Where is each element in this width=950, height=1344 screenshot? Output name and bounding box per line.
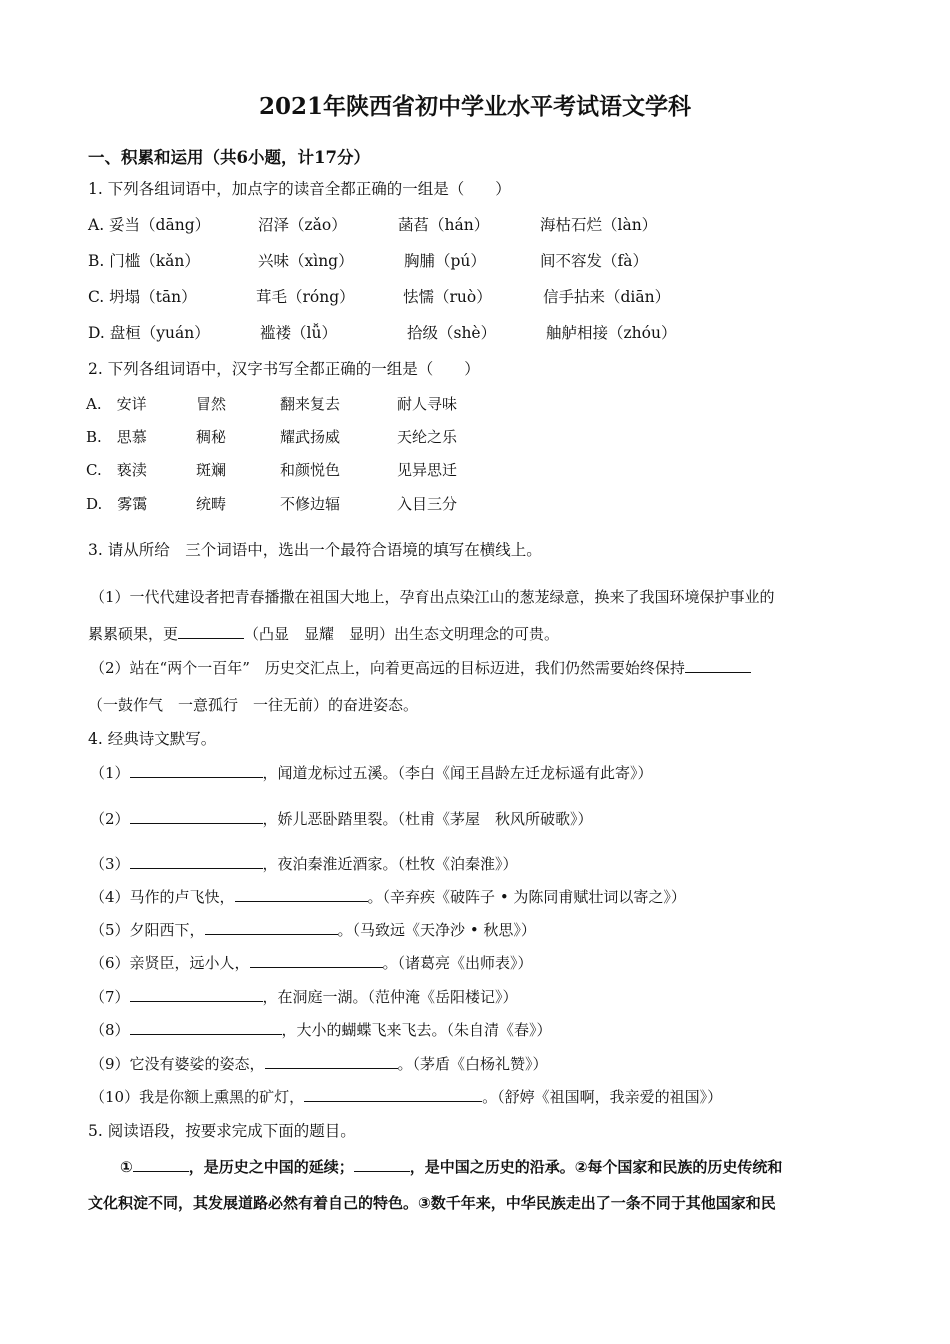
q3-blank-1[interactable] bbox=[178, 624, 244, 639]
q4-item-8 bbox=[90, 1019, 552, 1040]
q4-item-7 bbox=[90, 986, 518, 1007]
q4-item-3-text: ，夜泊秦淮近酒家。（杜牧《泊秦淮》） bbox=[262, 855, 518, 873]
q4-item-2 bbox=[90, 808, 593, 829]
q2-option-b-word4: 天纶之乐 bbox=[397, 428, 458, 446]
q1-option-d-word4: 舳舻相接（zhóu） bbox=[546, 324, 677, 342]
q4-item-4-prefix: （4）马作的卢飞快， bbox=[90, 888, 235, 906]
q4-item-1-text: ，闻道龙标过五溪。（李白《闻王昌龄左迁龙标遥有此寄》） bbox=[262, 764, 653, 782]
q1-option-c: C. 坍塌（tān） bbox=[88, 288, 197, 306]
q5-blank-2[interactable] bbox=[354, 1157, 410, 1172]
q5-passage-text-2: ，是中国之历史的沿承。②每个国家和民族的历史传统和 bbox=[409, 1158, 783, 1176]
q2-option-a-word3: 翻来复去 bbox=[280, 395, 341, 413]
q2-option-d-word4: 入目三分 bbox=[397, 495, 458, 513]
q2-option-c-word4: 见异思迁 bbox=[397, 461, 458, 479]
q2-option-a-word2: 冒然 bbox=[196, 395, 227, 413]
q2-option-c: C. 亵渎 bbox=[86, 461, 147, 479]
q4-blank-2[interactable] bbox=[130, 809, 263, 824]
question-3-stem: 3. 请从所给 三个词语中，选出一个最符合语境的填写在横线上。 bbox=[88, 541, 542, 559]
q4-item-5 bbox=[90, 919, 536, 940]
q4-item-9-text: 。（茅盾《白杨礼赞》） bbox=[397, 1055, 548, 1073]
q1-option-b-word2: 兴味（xìng） bbox=[258, 252, 354, 270]
q4-blank-6[interactable] bbox=[250, 953, 383, 968]
q3-part2-line1 bbox=[90, 657, 751, 678]
page-title: 2021年陕西省初中学业水平考试语文学科 bbox=[258, 93, 691, 120]
q3-part1-line2 bbox=[88, 623, 559, 644]
q4-item-2-prefix: （2） bbox=[90, 810, 130, 828]
q4-item-8-prefix: （8） bbox=[90, 1021, 130, 1039]
q1-option-b-word4: 间不容发（fà） bbox=[540, 252, 648, 270]
q2-option-b-word2: 稠秘 bbox=[196, 428, 227, 446]
q3-part2-line1-text: （2）站在“两个一百年” 历史交汇点上，向着更高远的目标迈进，我们仍然需要始终保持 bbox=[90, 659, 685, 677]
q4-item-10-prefix: （10）我是你额上熏黑的矿灯， bbox=[90, 1088, 305, 1106]
q1-option-d-word3: 拾级（shè） bbox=[407, 324, 497, 342]
q4-item-7-prefix: （7） bbox=[90, 988, 130, 1006]
q1-option-a: A. 妥当（dāng） bbox=[88, 216, 211, 234]
q4-item-1 bbox=[90, 762, 653, 783]
q1-option-b-word3: 胸脯（pú） bbox=[404, 252, 486, 270]
q4-item-6 bbox=[90, 952, 533, 973]
q4-blank-9[interactable] bbox=[265, 1054, 398, 1069]
q4-item-6-prefix: （6）亲贤臣，远小人， bbox=[90, 954, 250, 972]
q4-blank-4[interactable] bbox=[235, 887, 368, 902]
q4-item-2-text: ，娇儿恶卧踏里裂。（杜甫《茅屋 秋风所破歌》） bbox=[262, 810, 593, 828]
q4-blank-8[interactable] bbox=[130, 1020, 282, 1035]
q2-option-c-word3: 和颜悦色 bbox=[280, 461, 341, 479]
question-1-stem: 1. 下列各组词语中，加点字的读音全都正确的一组是（ ） bbox=[88, 180, 511, 198]
q2-option-a: A. 安详 bbox=[86, 395, 147, 413]
q4-item-6-text: 。（诸葛亮《出师表》） bbox=[382, 954, 533, 972]
q4-item-8-text: ，大小的蝴蝶飞来飞去。（朱自清《春》） bbox=[281, 1021, 552, 1039]
q1-option-d: D. 盘桓（yuán） bbox=[88, 324, 210, 342]
q5-passage-text-1: ，是历史之中国的延续； bbox=[188, 1158, 354, 1176]
q1-option-c-word3: 怯懦（ruò） bbox=[403, 288, 492, 306]
q3-part2-line2: （一鼓作气 一意孤行 一往无前）的奋进姿态。 bbox=[88, 696, 419, 714]
q3-blank-2[interactable] bbox=[685, 658, 751, 673]
q4-item-3 bbox=[90, 853, 518, 874]
q4-item-1-prefix: （1） bbox=[90, 764, 130, 782]
q4-item-4-text: 。（辛弃疾《破阵子 • 为陈同甫赋壮词以寄之》） bbox=[367, 888, 686, 906]
q5-passage-line2: 文化积淀不同，其发展道路必然有着自己的特色。③数千年来，中华民族走出了一条不同于其他国家和民 bbox=[88, 1194, 776, 1212]
q4-item-4 bbox=[90, 886, 686, 907]
q1-option-a-word4: 海枯石烂（làn） bbox=[540, 216, 658, 234]
q3-part1-line1: （1）一代代建设者把青春播撒在祖国大地上，孕育出点染江山的葱茏绿意，换来了我国环境保护事业的 bbox=[90, 588, 775, 606]
q4-blank-7[interactable] bbox=[130, 987, 263, 1002]
q4-blank-1[interactable] bbox=[130, 763, 263, 778]
q2-option-c-word2: 斑斓 bbox=[196, 461, 227, 479]
q1-option-d-word2: 褴褛（lǚ） bbox=[260, 324, 337, 342]
q3-part1-line2-text: 累累硕果，更 bbox=[88, 625, 179, 643]
q4-item-10-text: 。（舒婷《祖国啊，我亲爱的祖国》） bbox=[482, 1088, 723, 1106]
q5-sentence-marker: ① bbox=[120, 1158, 133, 1176]
q1-option-a-word2: 沼泽（zǎo） bbox=[258, 216, 347, 234]
q4-blank-10[interactable] bbox=[304, 1087, 482, 1102]
q2-option-d-word3: 不修边辐 bbox=[280, 495, 341, 513]
q4-item-7-text: ，在洞庭一湖。（范仲淹《岳阳楼记》） bbox=[262, 988, 518, 1006]
q4-item-10 bbox=[90, 1086, 722, 1107]
q2-option-b: B. 思慕 bbox=[86, 428, 147, 446]
question-4-stem: 4. 经典诗文默写。 bbox=[88, 730, 217, 748]
q1-option-b: B. 门槛（kǎn） bbox=[88, 252, 200, 270]
q4-item-5-prefix: （5）夕阳西下， bbox=[90, 921, 205, 939]
q5-passage-line1 bbox=[120, 1156, 782, 1177]
q2-option-d-word2: 统畴 bbox=[196, 495, 227, 513]
q4-item-5-text: 。（马致远《天净沙 • 秋思》） bbox=[337, 921, 536, 939]
question-5-stem: 5. 阅读语段，按要求完成下面的题目。 bbox=[88, 1122, 356, 1140]
q2-option-b-word3: 耀武扬威 bbox=[280, 428, 341, 446]
question-2-stem: 2. 下列各组词语中，汉字书写全都正确的一组是（ ） bbox=[88, 360, 480, 378]
section-heading: 一、积累和运用（共6小题，计17分） bbox=[88, 148, 370, 167]
q1-option-c-word2: 茸毛（róng） bbox=[256, 288, 355, 306]
q5-blank-1[interactable] bbox=[133, 1157, 189, 1172]
q4-blank-5[interactable] bbox=[205, 920, 338, 935]
q1-option-c-word4: 信手拈来（diān） bbox=[543, 288, 671, 306]
q3-part1-options: （凸显 显耀 显明）出生态文明理念的可贵。 bbox=[244, 625, 560, 643]
q2-option-d: D. 雾霭 bbox=[86, 495, 148, 513]
q4-item-3-prefix: （3） bbox=[90, 855, 130, 873]
q1-option-a-word3: 菡萏（hán） bbox=[398, 216, 490, 234]
q2-option-a-word4: 耐人寻味 bbox=[397, 395, 458, 413]
q4-blank-3[interactable] bbox=[130, 854, 263, 869]
q4-item-9-prefix: （9）它没有婆娑的姿态， bbox=[90, 1055, 265, 1073]
q4-item-9 bbox=[90, 1053, 548, 1074]
